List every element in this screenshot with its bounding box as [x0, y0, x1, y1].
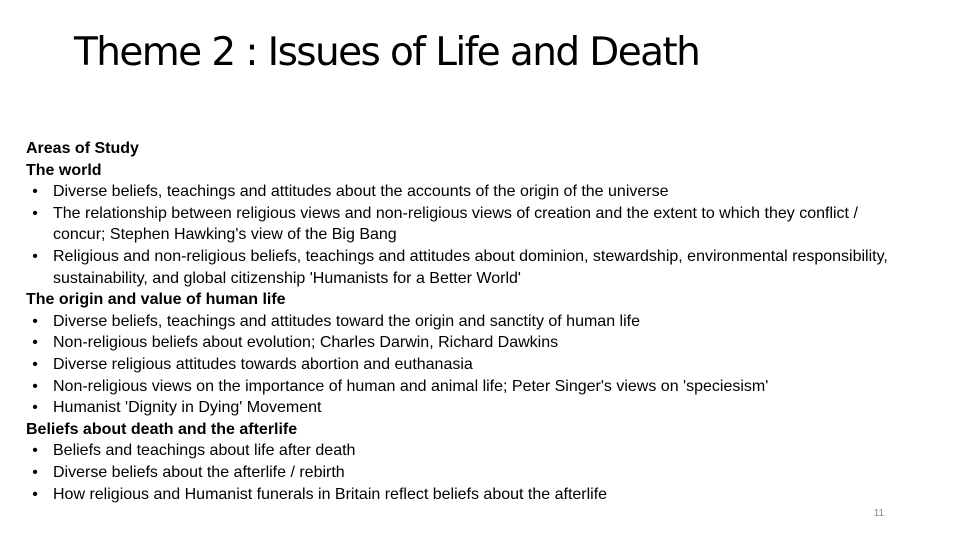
bullet-icon: • [32, 485, 38, 503]
list-item-text: Diverse beliefs, teachings and attitudes toward the origin and sanctity of human life [53, 312, 640, 330]
list-item [26, 203, 906, 246]
bullet-icon: • [32, 355, 38, 373]
section-heading-the-world: The world [26, 161, 102, 179]
list-item [26, 462, 906, 484]
section-list-the-world [26, 181, 906, 289]
section-heading-death-afterlife: Beliefs about death and the afterlife [26, 420, 298, 438]
list-item [26, 376, 906, 398]
list-item [26, 246, 906, 289]
list-item-text: How religious and Humanist funerals in Britain reflect beliefs about the afterlife [53, 485, 608, 503]
bullet-icon: • [32, 204, 38, 222]
list-item [26, 332, 906, 354]
list-item [26, 440, 906, 462]
bullet-icon: • [32, 183, 38, 201]
list-item-text: Diverse beliefs about the afterlife / rebirth [53, 463, 345, 481]
bullet-icon: • [32, 442, 38, 460]
bullet-icon: • [32, 247, 38, 265]
bullet-icon: • [32, 334, 38, 352]
list-item [26, 484, 906, 506]
list-item-text: Diverse religious attitudes towards abortion and euthanasia [53, 355, 473, 373]
list-item [26, 181, 906, 203]
page-number: 11 [873, 508, 885, 519]
bullet-icon: • [32, 312, 38, 330]
section-heading-origin-value-human-life: The origin and value of human life [26, 291, 286, 309]
section-list-death-afterlife [26, 440, 906, 505]
areas-of-study-heading: Areas of Study [26, 140, 139, 157]
list-item-text: Non-religious beliefs about evolution; Charles Darwin, Richard Dawkins [53, 334, 559, 352]
list-item-text: Beliefs and teachings about life after death [53, 442, 356, 460]
areas-of-study-text [26, 138, 906, 505]
list-item-text: Humanist 'Dignity in Dying' Movement [53, 399, 322, 417]
bullet-icon: • [32, 377, 38, 395]
list-item-text: Diverse beliefs, teachings and attitudes about the accounts of the origin of the universe [53, 183, 669, 201]
bullet-icon: • [32, 399, 38, 417]
list-item [26, 311, 906, 333]
list-item-text: Non-religious views on the importance of human and animal life; Peter Singer's views on 'speciesism' [53, 377, 769, 395]
bullet-icon: • [32, 463, 38, 481]
list-item [26, 354, 906, 376]
slide-title: Theme 2 : Issues of Life and Death [74, 30, 700, 75]
section-list-origin-value-human-life [26, 311, 906, 419]
list-item-text: The relationship between religious views and non-religious views of creation and the extent to which they conflict / concur; Stephen Hawking's view of the Big Bang [53, 204, 858, 244]
list-item [26, 397, 906, 419]
list-item-text: Religious and non-religious beliefs, teachings and attitudes about dominion, stewardship, environmental responsibility, sustainability, and global citizenship 'Humanists for a Better World' [53, 247, 888, 287]
